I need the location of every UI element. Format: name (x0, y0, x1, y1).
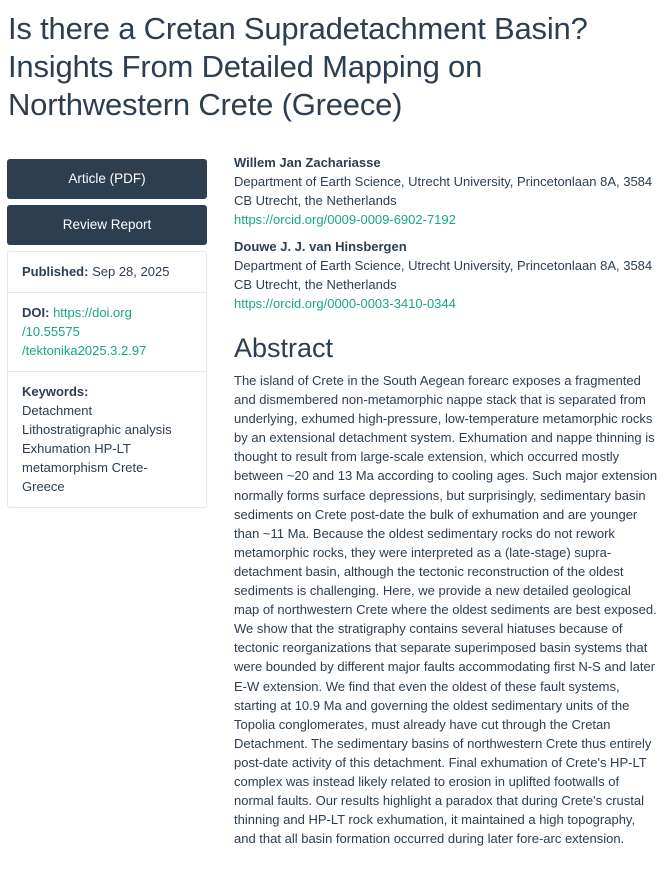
keyword-line: Exhumation HP-LT (22, 441, 131, 456)
author-orcid-link[interactable]: https://orcid.org/0000-0003-3410-0344 (234, 296, 456, 311)
review-report-button[interactable]: Review Report (7, 205, 207, 245)
author-block (234, 153, 659, 229)
author-block (234, 237, 659, 313)
doi-link-line: /tektonika2025.3.2.97 (22, 343, 147, 358)
keywords-section (8, 371, 206, 507)
author-name: Willem Jan Zachariasse (234, 155, 381, 170)
abstract-heading: Abstract (234, 333, 334, 363)
abstract-text: The island of Crete in the South Aegean forearc exposes a fragmented and dismembered non-metamorphic nappe stack that is separated from underlying, exhumed high-pressure, low-temperature metamorphic rocks by an extensional detachment system. Exhumation and nappe thinning is thought to result from large-scale extension, which occurred mostly between ~20 and 13 Ma according to cooling ages. Such major extension normally forms surface depressions, but surprisingly, sedimentary basin sediments on Crete post-date the bulk of exhumation and are younger than ~11 Ma. Because the oldest sedimentary rocks do not rework metamorphic rocks, they were interpreted as a (late-stage) supra-detachment basin, although the tectonic reconstruction of the oldest sediments is challenging. Here, we provide a new detailed geological map of northwestern Crete where the oldest sediments are best exposed. We show that the stratigraphy contains several hiatuses because of tectonic reorganizations that separate superimposed basin systems that were bounded by different major faults accommodating first N-S and later E-W extension. We find that even the oldest of these fault systems, starting at 10.9 Ma and governing the oldest sedimentary units of the Topolia conglomerates, must already have cut through the Cretan Detachment. The sedimentary basins of northwestern Crete thus entirely post-date activity of this detachment. Final exhumation of Crete's HP-LT complex was instead likely related to erosion in uplifted footwalls of normal faults. Our results highlight a paradox that during Crete's crustal thinning and HP-LT rock exhumation, it maintained a high topography, and that all basin formation occurred during later fore-arc extension. (234, 373, 658, 847)
doi-section (8, 292, 206, 371)
doi-link-line: https://doi.org (53, 305, 132, 320)
author-orcid-link[interactable]: https://orcid.org/0009-0009-6902-7192 (234, 212, 456, 227)
sidebar (7, 159, 207, 508)
published-label: Published: (22, 264, 89, 279)
page-title: Is there a Cretan Supradetachment Basin? Insights From Detailed Mapping on Northwestern Crete (Greece) (8, 11, 588, 122)
author-affiliation: Department of Earth Science, Utrecht University, Princetonlaan 8A, 3584 CB Utrecht, the Netherlands (234, 174, 653, 208)
keywords-label: Keywords: (22, 384, 89, 399)
doi-link-line: /10.55575 (22, 324, 80, 339)
keyword-line: Lithostratigraphic analysis (22, 422, 172, 437)
published-section (8, 252, 206, 292)
published-date: Sep 28, 2025 (92, 264, 170, 279)
keyword-line: Detachment (22, 403, 93, 418)
article-meta (7, 251, 207, 508)
main-content (234, 153, 659, 848)
keyword-line: metamorphism Crete- (22, 460, 148, 475)
keyword-line: Greece (22, 479, 65, 494)
article-pdf-button[interactable]: Article (PDF) (7, 159, 207, 199)
author-affiliation: Department of Earth Science, Utrecht University, Princetonlaan 8A, 3584 CB Utrecht, the Netherlands (234, 258, 653, 292)
doi-label: DOI: (22, 305, 50, 320)
author-name: Douwe J. J. van Hinsbergen (234, 239, 407, 254)
